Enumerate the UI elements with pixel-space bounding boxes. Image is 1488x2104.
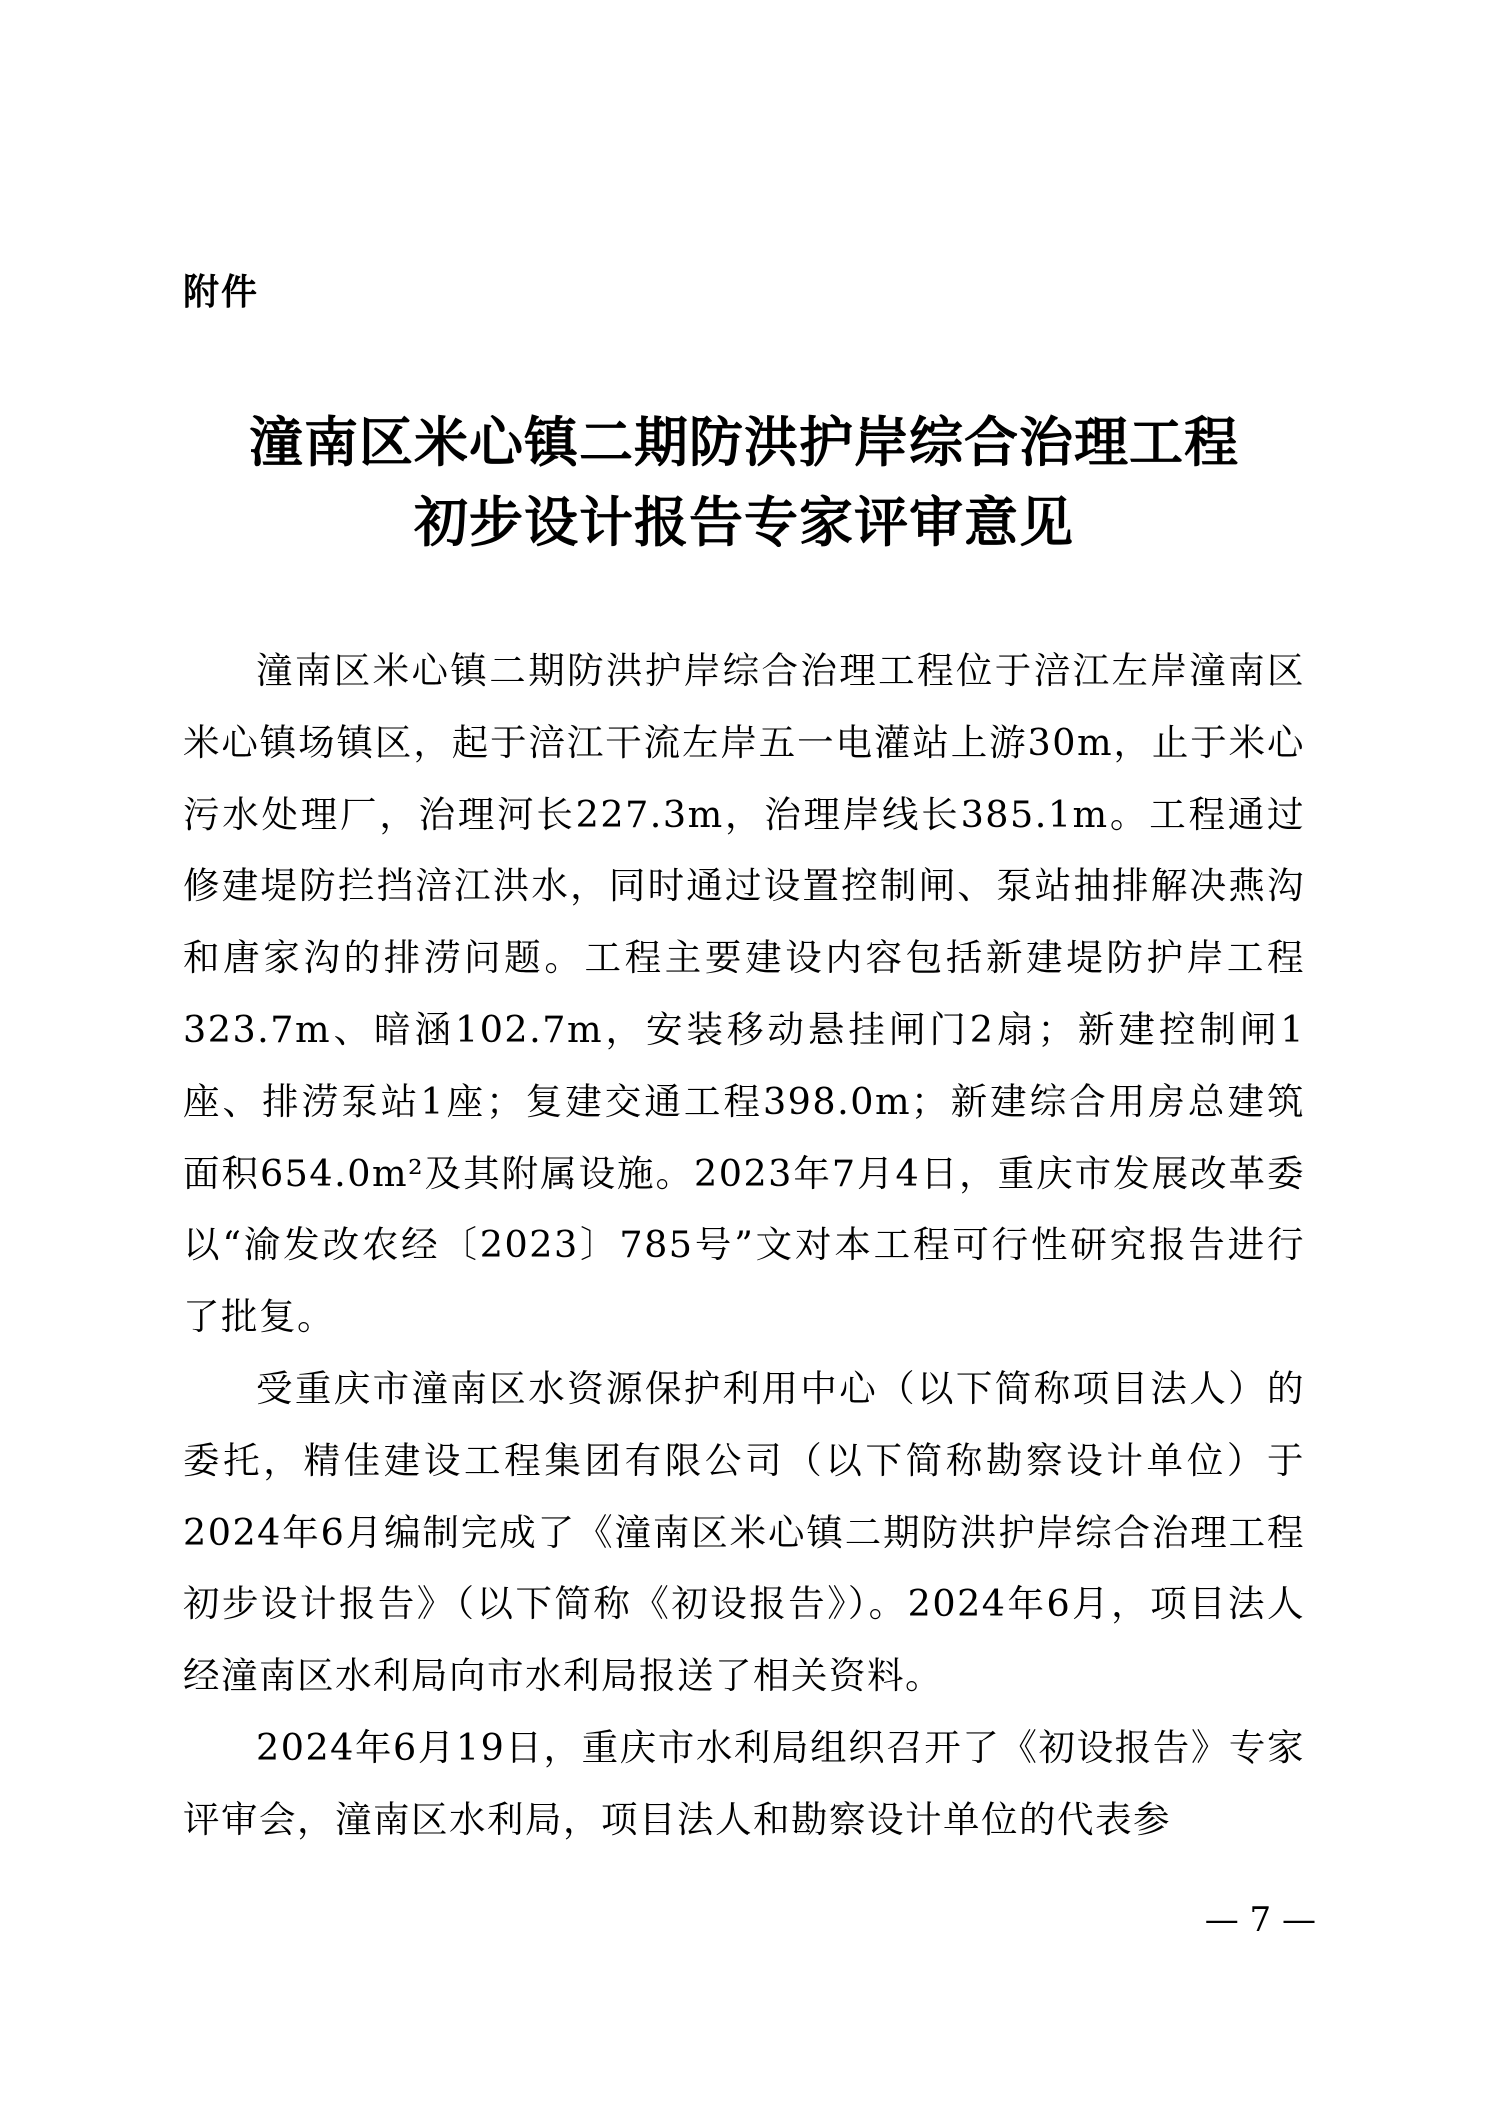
page-number: — 7 —: [1204, 1900, 1316, 1940]
document-title-line-2: 初步设计报告专家评审意见: [414, 490, 1074, 554]
attachment-label: 附件: [183, 272, 260, 313]
body-paragraph-3: 2024年6月19日，重庆市水利局组织召开了《初设报告》专家评审会，潼南区水利局，项目法人和勘察设计单位的代表参: [183, 1725, 1305, 1841]
body-paragraph-2: 受重庆市潼南区水资源保护利用中心（以下简称项目法人）的委托，精佳建设工程集团有限公司（以下简称勘察设计单位）于2024年6月编制完成了《潼南区米心镇二期防洪护岸综合治理工程初步设计报告》（以下简称《初设报告》）。2024年6月，项目法人经潼南区水利局向市水利局报送了相关资料。: [183, 1366, 1305, 1698]
document-title-line-1: 潼南区米心镇二期防洪护岸综合治理工程: [249, 410, 1239, 474]
body-paragraph-1: 潼南区米心镇二期防洪护岸综合治理工程位于涪江左岸潼南区米心镇场镇区，起于涪江干流左岸五一电灌站上游30m，止于米心污水处理厂，治理河长227.3m，治理岸线长385.1m。工程通过修建堤防拦挡涪江洪水，同时通过设置控制闸、泵站抽排解决燕沟和唐家沟的排涝问题。工程主要建设内容包括新建堤防护岸工程323.7m、暗涵102.7m，安装移动悬挂闸门2扇；新建控制闸1座、排涝泵站1座；复建交通工程398.0m；新建综合用房总建筑面积654.0m²及其附属设施。2023年7月4日，重庆市发展改革委以“渝发改农经〔2023〕785号”文对本工程可行性研究报告进行了批复。: [183, 649, 1305, 1339]
document-body: [183, 635, 1305, 1856]
